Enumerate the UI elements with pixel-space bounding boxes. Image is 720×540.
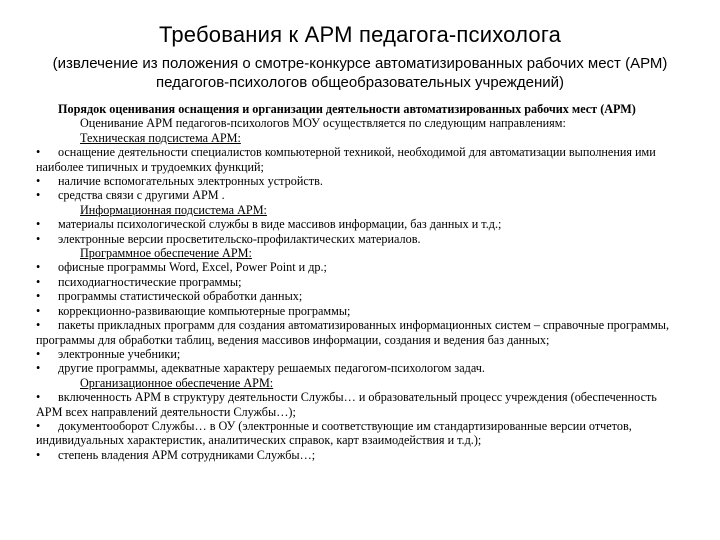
list-item: • средства связи с другими АРМ . xyxy=(36,188,678,202)
list-item: • электронные учебники; xyxy=(36,347,678,361)
subsystem-heading-organizational: Организационное обеспечение АРМ: xyxy=(80,375,274,390)
subsystem-heading-software: Программное обеспечение АРМ: xyxy=(80,246,252,261)
page-subtitle: (извлечение из положения о смотре-конкурсе автоматизированных рабочих мест (АРМ) педагогов-психологов общеобразовательных учреждений) xyxy=(52,55,668,91)
list-item: • пакеты прикладных программ для создания автоматизированных информационных систем – справочные программы, программы для обработки таблиц, ведения массивов информации, создания и ведения баз данных; xyxy=(36,318,678,347)
page-title: Требования к АРМ педагога-психолога xyxy=(158,22,562,47)
list-item: • другие программы, адекватные характеру решаемых педагогом-психологом задач. xyxy=(36,361,678,375)
list-item: • психодиагностические программы; xyxy=(36,275,678,289)
document-body xyxy=(36,102,678,462)
list-item: • степень владения АРМ сотрудниками Службы…; xyxy=(36,448,678,462)
list-item: • включенность АРМ в структуру деятельности Службы… и образовательный процесс учреждения (обеспеченность АРМ всех направлений деятельности Службы…); xyxy=(36,390,678,419)
subsystem-heading-technical: Техническая подсистема АРМ: xyxy=(80,130,241,145)
list-item: • материалы психологической службы в виде массивов информации, баз данных и т.д.; xyxy=(36,217,678,231)
list-item: • офисные программы Word, Excel, Power Point и др.; xyxy=(36,260,678,274)
intro-paragraph: Оценивание АРМ педагогов-психологов МОУ осуществляется по следующим направлениям: xyxy=(80,116,566,131)
subsystem-heading-information: Информационная подсистема АРМ: xyxy=(80,202,267,217)
list-item: • электронные версии просветительско-профилактических материалов. xyxy=(36,232,678,246)
list-item: • оснащение деятельности специалистов компьютерной техникой, необходимой для автоматизации выполнения ими наиболее типичных и трудоемких функций; xyxy=(36,145,678,174)
list-item: • коррекционно-развивающие компьютерные программы; xyxy=(36,304,678,318)
list-item: • программы статистической обработки данных; xyxy=(36,289,678,303)
section-heading: Порядок оценивания оснащения и организации деятельности автоматизированных рабочих мест (АРМ) xyxy=(58,102,636,116)
list-item: • наличие вспомогательных электронных устройств. xyxy=(36,174,678,188)
list-item: • документооборот Службы… в ОУ (электронные и соответствующие им стандартизированные версии отчетов, индивидуальных характеристик, аналитических справок, карт взаимодействия и т.д.); xyxy=(36,419,678,448)
